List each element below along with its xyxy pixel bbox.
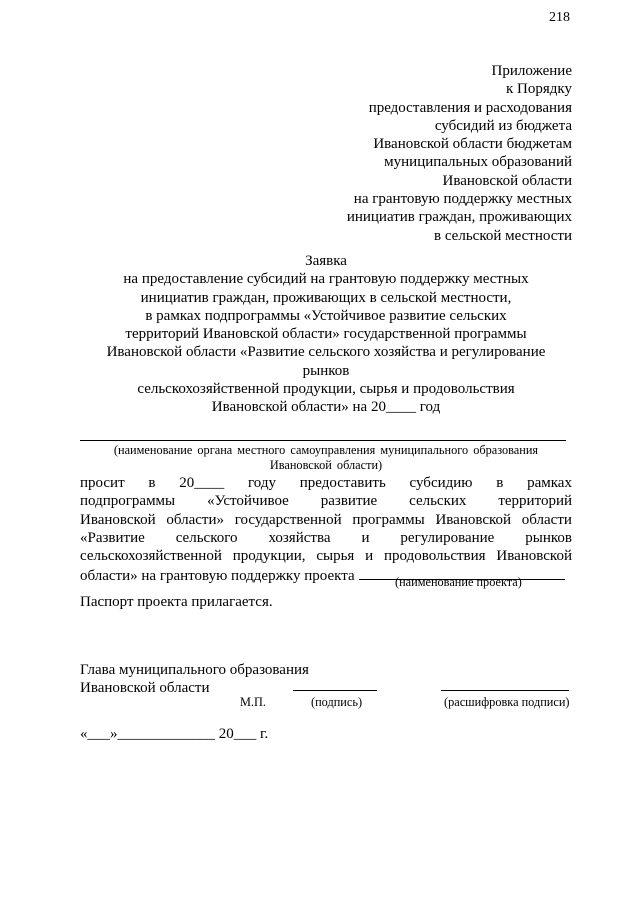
word: Ивановской bbox=[80, 511, 156, 528]
word: сельскохозяйственной bbox=[80, 548, 222, 565]
title-line: Ивановской области «Развитие сельского хозяйства и регулирование bbox=[106, 344, 546, 361]
stamp-label: М.П. bbox=[240, 695, 266, 709]
signature-caption: (подпись) bbox=[311, 695, 363, 709]
signature-blank-line bbox=[293, 690, 377, 691]
appendix-line: в сельской местности bbox=[434, 227, 572, 244]
head-title-line: Ивановской области bbox=[80, 680, 210, 697]
word: продовольствия bbox=[384, 548, 486, 565]
body-line bbox=[80, 529, 572, 547]
word: 20____ bbox=[179, 475, 225, 491]
body-line bbox=[80, 474, 572, 492]
appendix-line: на грантовую поддержку местных bbox=[353, 191, 572, 208]
caption-line: (наименование органа местного самоуправления муниципального образования bbox=[113, 443, 539, 457]
appendix-line: муниципальных образований bbox=[384, 154, 572, 171]
appendix-line: Приложение bbox=[491, 63, 572, 79]
title-line: на предоставление субсидий на грантовую поддержку местных bbox=[123, 271, 529, 288]
title-line: в рамках подпрограммы «Устойчивое развитие сельских bbox=[145, 307, 507, 324]
word: развитие bbox=[320, 493, 378, 510]
word: подпрограммы bbox=[80, 493, 176, 510]
signature-decode-caption: (расшифровка подписи) bbox=[444, 695, 570, 709]
word: продукции, bbox=[232, 548, 306, 565]
appendix-line: Ивановской области бюджетам bbox=[373, 136, 572, 153]
appendix-line: субсидий из бюджета bbox=[434, 117, 572, 134]
title-line: Заявка bbox=[305, 253, 347, 269]
title-line: рынков bbox=[302, 362, 350, 379]
title-line: территорий Ивановской области» государственной программы bbox=[125, 326, 527, 343]
word: «Устойчивое bbox=[207, 493, 289, 510]
head-title bbox=[80, 661, 309, 698]
word: области bbox=[521, 511, 572, 528]
word: рынков bbox=[525, 529, 572, 546]
word: сельских bbox=[409, 493, 467, 510]
word: «Развитие bbox=[80, 529, 145, 546]
body-line bbox=[80, 547, 572, 565]
caption-line: Ивановской области) bbox=[269, 458, 383, 472]
word: Ивановской bbox=[496, 548, 572, 565]
word: субсидию bbox=[409, 475, 473, 491]
word: сельского bbox=[175, 529, 238, 546]
appendix-line: предоставления и расходования bbox=[368, 99, 572, 116]
org-name-caption bbox=[80, 443, 572, 473]
appendix-line: к Порядку bbox=[506, 81, 572, 98]
body-line bbox=[80, 511, 572, 529]
word: области» bbox=[166, 511, 224, 528]
project-name-caption: (наименование проекта) bbox=[395, 575, 522, 589]
word: программы bbox=[352, 511, 425, 528]
appendix-line: инициатив граждан, проживающих bbox=[346, 209, 572, 226]
word: рамках bbox=[527, 475, 572, 491]
org-name-blank-line bbox=[80, 440, 566, 441]
page-number: 218 bbox=[549, 10, 570, 25]
appendix-line: Ивановской области bbox=[442, 172, 572, 189]
word: предоставить bbox=[299, 475, 386, 491]
word: и bbox=[365, 548, 374, 565]
word: и bbox=[361, 529, 370, 546]
application-title bbox=[80, 252, 572, 417]
signature-decode-blank-line bbox=[441, 690, 569, 691]
date-line: «___»_____________ 20___ г. bbox=[80, 726, 269, 742]
request-body bbox=[80, 474, 572, 586]
word: году bbox=[248, 475, 276, 491]
word: государственной bbox=[234, 511, 342, 528]
title-line: инициатив граждан, проживающих в сельской местности, bbox=[140, 289, 512, 306]
word: сырья bbox=[316, 548, 355, 565]
body-last-line-text: области» на грантовую поддержку проекта bbox=[80, 568, 355, 585]
word: регулирование bbox=[400, 529, 495, 546]
word: в bbox=[148, 475, 156, 491]
title-line: сельскохозяйственной продукции, сырья и продовольствия bbox=[137, 381, 515, 398]
word: просит bbox=[80, 475, 125, 491]
word: хозяйства bbox=[268, 529, 331, 546]
word: территорий bbox=[498, 493, 572, 510]
word: Ивановской bbox=[435, 511, 512, 528]
body-line bbox=[80, 492, 572, 510]
appendix-header bbox=[347, 62, 572, 245]
passport-note: Паспорт проекта прилагается. bbox=[80, 594, 273, 610]
head-title-line: Глава муниципального образования bbox=[80, 662, 309, 678]
word: в bbox=[496, 475, 504, 491]
title-line: Ивановской области» на 20____ год bbox=[211, 399, 441, 416]
